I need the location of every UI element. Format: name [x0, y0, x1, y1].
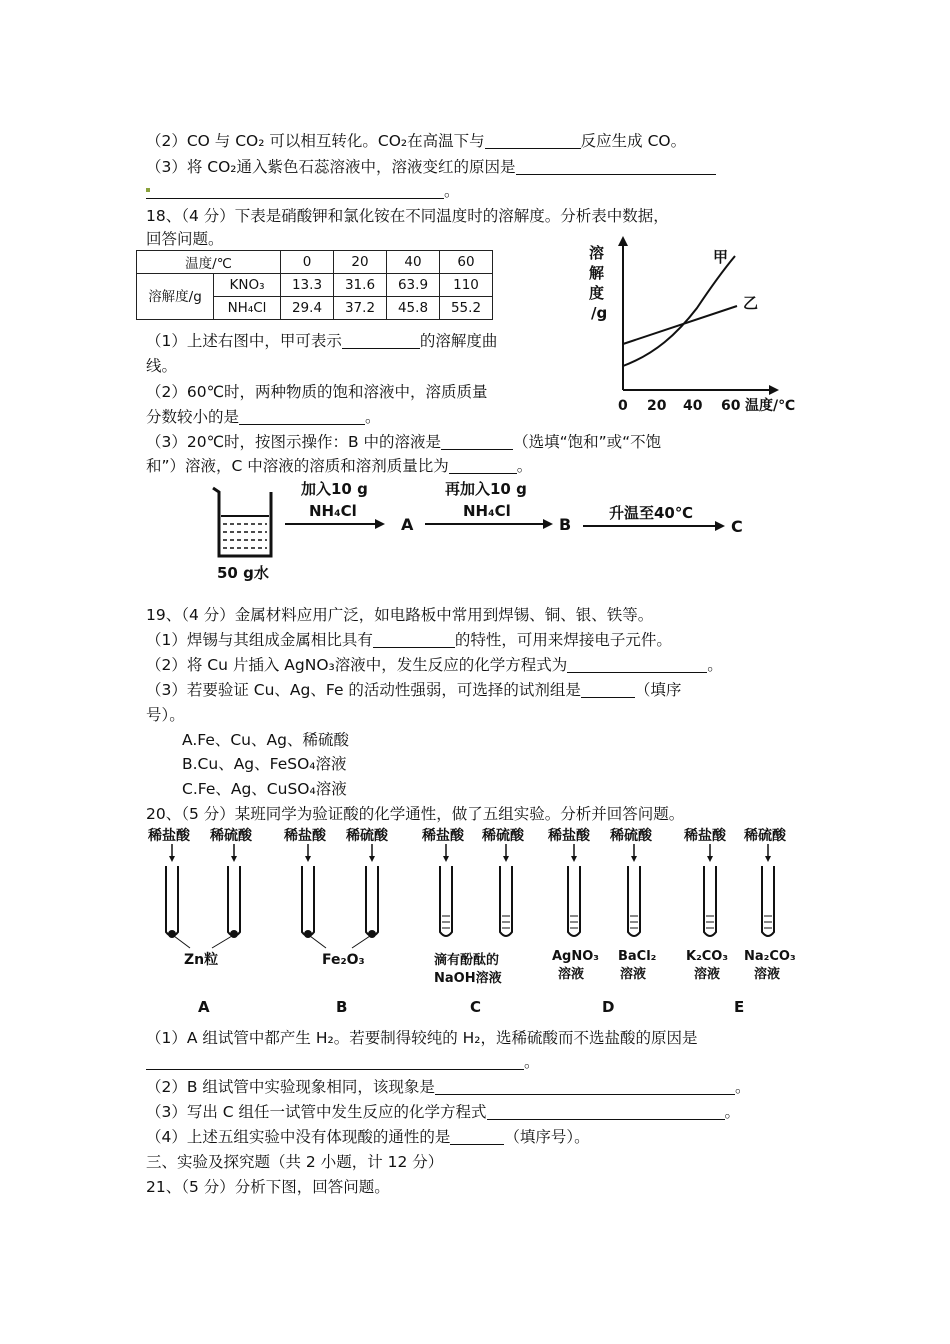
- answer-blank[interactable]: [441, 433, 513, 450]
- table-header: 20: [334, 251, 387, 274]
- q19-part2: （2）将 Cu 片插入 AgNO₃溶液中，发生反应的化学方程式为 。: [146, 656, 723, 674]
- curve-jia-label: 甲: [713, 248, 729, 266]
- x-tick: 20: [647, 398, 667, 414]
- group-label: B: [336, 998, 348, 1016]
- table-cell: 13.3: [281, 274, 334, 297]
- arrow-head: [375, 519, 385, 529]
- q20-part2: （2）B 组试管中实验现象相同，该现象是 。: [146, 1078, 751, 1096]
- group-b: [283, 827, 389, 1016]
- q20-part1-cont: 。: [146, 1051, 540, 1073]
- test-tube-icon: [366, 866, 378, 936]
- x-tick: 40: [683, 398, 703, 414]
- solubility-graph: [585, 236, 825, 422]
- answer-blank[interactable]: [516, 158, 716, 175]
- table-cell: 45.8: [387, 297, 440, 320]
- table-cell: 29.4: [281, 297, 334, 320]
- q18-part3: （3）20℃时，按图示操作：B 中的溶液是 （选填“饱和”或“不饱: [146, 433, 662, 451]
- curve-jia: [623, 256, 735, 366]
- y-label-char: 度: [589, 284, 605, 302]
- group-e: [683, 827, 796, 1016]
- answer-blank[interactable]: [146, 182, 444, 199]
- group-label: D: [602, 998, 615, 1016]
- group-label: A: [198, 998, 210, 1016]
- group-a: [147, 827, 253, 1016]
- acid-label: 稀盐酸: [422, 828, 464, 844]
- reagent-label: 滴有酚酞的: [434, 953, 500, 968]
- test-tube-icon: [302, 866, 314, 936]
- q19-part1: （1）焊锡与其组成金属相比具有 的特性，可用来焊接电子元件。: [146, 631, 672, 649]
- acid-label: 稀硫酸: [610, 828, 652, 844]
- reagent-label: 溶液: [694, 967, 721, 982]
- q18-stem: 18、（4 分）下表是硝酸钾和氯化铵在不同温度时的溶解度。分析表中数据，: [146, 207, 669, 225]
- acid-label: 稀盐酸: [548, 828, 590, 844]
- table-cell: 110: [440, 274, 493, 297]
- q18-part1: （1）上述右图中，甲可表示 的溶解度曲: [146, 332, 498, 350]
- reagent-label: K₂CO₃: [686, 949, 729, 964]
- reagent-label: 溶液: [754, 967, 781, 982]
- acid-label: 稀硫酸: [346, 828, 388, 844]
- curve-yi: [623, 306, 737, 344]
- table-cell: NH₄Cl: [214, 297, 281, 320]
- q18-part2-cont: 分数较小的是 。: [146, 408, 381, 426]
- reagent-label: 溶液: [558, 967, 585, 982]
- q19-part3-cont: 号）。: [146, 706, 185, 724]
- state-a: A: [401, 515, 414, 534]
- option-b: B.Cu、Ag、FeSO₄溶液: [182, 755, 347, 773]
- test-tube-icon: [440, 866, 452, 936]
- x-axis-label: 温度/℃: [745, 398, 796, 414]
- q18-part3-cont: 和”）溶液，C 中溶液的溶质和溶剂质量比为 。: [146, 457, 533, 475]
- q18-stem-cont: 回答问题。: [146, 230, 224, 248]
- table-header-temp: 温度/℃: [137, 251, 281, 274]
- q18-part2: （2）60℃时，两种物质的饱和溶液中，溶质质量: [146, 383, 488, 401]
- table-cell: 37.2: [334, 297, 387, 320]
- reagent-label: Fe₂O₃: [322, 952, 365, 968]
- reagent-label: BaCl₂: [618, 949, 657, 964]
- q21-stem: 21、（5 分）分析下图，回答问题。: [146, 1178, 390, 1196]
- y-axis-arrow: [618, 236, 628, 246]
- answer-blank[interactable]: [435, 1078, 735, 1095]
- x-tick: 60: [721, 398, 741, 414]
- q20-part3: （3）写出 C 组任一试管中发生反应的化学方程式 。: [146, 1103, 741, 1121]
- y-label-char: /g: [591, 304, 608, 322]
- step1-label: 加入10 g: [301, 480, 368, 498]
- table-cell: 31.6: [334, 274, 387, 297]
- answer-blank[interactable]: [567, 656, 707, 673]
- section-3-heading: 三、实验及探究题（共 2 小题，计 12 分）: [146, 1153, 444, 1171]
- reagent-label: Na₂CO₃: [744, 949, 796, 964]
- y-label-char: 解: [589, 264, 605, 282]
- acid-label: 稀硫酸: [482, 828, 524, 844]
- beaker-label: 50 g水: [217, 564, 269, 582]
- arrow-head: [715, 521, 725, 531]
- test-tube-icon: [628, 866, 640, 936]
- arrow-head: [543, 519, 553, 529]
- x-axis-arrow: [769, 385, 779, 395]
- q19-part3: （3）若要验证 Cu、Ag、Fe 的活动性强弱，可选择的试剂组是 （填序: [146, 681, 682, 699]
- reagent-label: NaOH溶液: [434, 971, 502, 986]
- x-tick: 0: [618, 398, 628, 414]
- q18-part1-cont: 线。: [146, 357, 178, 375]
- reagent-label: AgNO₃: [552, 949, 599, 964]
- answer-blank[interactable]: [342, 332, 420, 349]
- y-label-char: 溶: [589, 244, 605, 262]
- table-header: 60: [440, 251, 493, 274]
- table-cell: 55.2: [440, 297, 493, 320]
- table-row-label: 溶解度/g: [137, 274, 214, 320]
- group-c: [421, 827, 525, 1016]
- test-tube-icon: [228, 866, 240, 936]
- test-tube-icon: [568, 866, 580, 936]
- answer-blank[interactable]: [581, 681, 635, 698]
- group-label: E: [734, 998, 745, 1016]
- group-label: C: [470, 998, 482, 1016]
- answer-blank[interactable]: [485, 132, 581, 149]
- step2-reagent: NH₄Cl: [463, 502, 511, 520]
- acid-label: 稀盐酸: [148, 828, 190, 844]
- table-header: 0: [281, 251, 334, 274]
- q20-part4: （4）上述五组实验中没有体现酸的通性的是 （填序号）。: [146, 1128, 590, 1146]
- q19-stem: 19、（4 分）金属材料应用广泛，如电路板中常用到焊锡、铜、银、铁等。: [146, 606, 654, 624]
- state-b: B: [559, 515, 572, 534]
- option-a: A.Fe、Cu、Ag、稀硫酸: [182, 731, 349, 749]
- beaker-icon: [213, 488, 271, 556]
- q20-part1: （1）A 组试管中都产生 H₂。若要制得较纯的 H₂，选稀硫酸而不选盐酸的原因是: [146, 1029, 698, 1047]
- answer-blank[interactable]: [373, 631, 455, 648]
- step2-label: 再加入10 g: [445, 480, 527, 498]
- dissolution-process-diagram: [205, 478, 765, 586]
- test-tube-icon: [762, 866, 774, 936]
- answer-blank[interactable]: [146, 1053, 524, 1070]
- reagent-label: Zn粒: [184, 952, 219, 968]
- test-tube-icon: [704, 866, 716, 936]
- table-cell: KNO₃: [214, 274, 281, 297]
- state-c: C: [731, 517, 743, 536]
- q20-stem: 20、（5 分）某班同学为验证酸的化学通性，做了五组实验。分析并回答问题。: [146, 805, 685, 823]
- step3-label: 升温至40℃: [609, 504, 694, 522]
- q17-part3-cont: 。: [146, 180, 460, 202]
- table-cell: 63.9: [387, 274, 440, 297]
- curve-yi-label: 乙: [743, 294, 759, 312]
- answer-blank[interactable]: [449, 457, 517, 474]
- acid-label: 稀硫酸: [744, 828, 786, 844]
- acid-label: 稀盐酸: [684, 828, 726, 844]
- answer-blank[interactable]: [239, 408, 365, 425]
- q17-part2: （2）CO 与 CO₂ 可以相互转化。CO₂在高温下与 反应生成 CO。: [146, 132, 687, 150]
- reagent-label: 溶液: [620, 967, 647, 982]
- answer-blank[interactable]: [487, 1103, 725, 1120]
- acid-experiment-diagram: [140, 824, 800, 1020]
- option-c: C.Fe、Ag、CuSO₄溶液: [182, 780, 347, 798]
- acid-label: 稀硫酸: [210, 828, 252, 844]
- q17-part3: （3）将 CO₂通入紫色石蕊溶液中，溶液变红的原因是: [146, 156, 716, 178]
- step1-reagent: NH₄Cl: [309, 502, 357, 520]
- test-tube-icon: [500, 866, 512, 936]
- solubility-table: [136, 250, 493, 320]
- acid-label: 稀盐酸: [284, 828, 326, 844]
- answer-blank[interactable]: [450, 1128, 504, 1145]
- group-d: [547, 827, 656, 1016]
- test-tube-icon: [166, 866, 178, 936]
- table-header: 40: [387, 251, 440, 274]
